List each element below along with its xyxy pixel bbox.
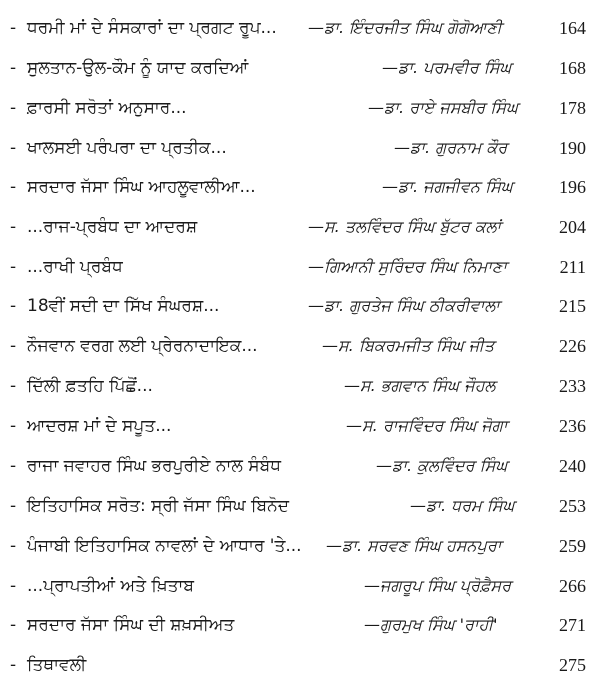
entry-author: —ਸ. ਰਾਜਵਿੰਦਰ ਸਿੰਘ ਜੋਗਾ: [346, 416, 508, 435]
entry-author: —ਸ. ਤਲਵਿੰਦਰ ਸਿੰਘ ਬੁੱਟਰ ਕਲਾਂ: [308, 217, 501, 236]
entry-title: ਧਰਮੀ ਮਾਂ ਦੇ ਸੰਸਕਾਰਾਂ ਦਾ ਪ੍ਰਗਟ ਰੂਪ...: [27, 18, 277, 38]
entry-dash: -: [10, 257, 17, 277]
entry-title: ...ਰਾਜ-ਪ੍ਰਬੰਧ ਦਾ ਆਦਰਸ਼: [27, 217, 198, 237]
entry-title: ਨੌਜਵਾਨ ਵਰਗ ਲਈ ਪ੍ਰੇਰਨਾਦਾਇਕ...: [27, 336, 258, 356]
entry-dash: -: [10, 456, 17, 476]
entry-author: —ਡਾ. ਜਗਜੀਵਨ ਸਿੰਘ: [382, 177, 513, 196]
entry-title: 18ਵੀਂ ਸਦੀ ਦਾ ਸਿੱਖ ਸੰਘਰਸ਼...: [27, 296, 220, 316]
entry-author: —ਡਾ. ਇੰਦਰਜੀਤ ਸਿੰਘ ਗੋਗੋਆਣੀ: [308, 18, 502, 37]
entry-page-number: 259: [559, 536, 586, 556]
entry-title: ਫ਼ਾਰਸੀ ਸਰੋਤਾਂ ਅਨੁਸਾਰ...: [27, 98, 187, 118]
entry-page-number: 271: [559, 615, 586, 635]
toc-entry: [0, 649, 600, 683]
entry-dash: -: [10, 138, 17, 158]
entry-author: —ਡਾ. ਸਰਵਣ ਸਿੰਘ ਹਸਨਪੁਰਾ: [326, 536, 502, 555]
entry-dash: -: [10, 655, 17, 675]
entry-title: ਦਿੱਲੀ ਫ਼ਤਹਿ ਪਿੱਛੋਂ...: [27, 376, 153, 396]
toc-entry: [0, 171, 600, 205]
entry-dash: -: [10, 98, 17, 118]
toc-entry: [0, 12, 600, 46]
entry-title: ਸਰਦਾਰ ਜੱਸਾ ਸਿੰਘ ਆਹਲੂਵਾਲੀਆ...: [27, 177, 256, 197]
entry-dash: -: [10, 18, 17, 38]
toc-entry: [0, 530, 600, 564]
entry-title: ਇਤਿਹਾਸਿਕ ਸਰੋਤ: ਸ੍ਰੀ ਜੱਸਾ ਸਿੰਘ ਬਿਨੋਦ: [27, 496, 289, 516]
entry-dash: -: [10, 536, 17, 556]
entry-page-number: 215: [559, 296, 586, 316]
entry-author: —ਗੁਰਮੁਖ ਸਿੰਘ 'ਰਾਹੀ': [364, 615, 498, 634]
entry-page-number: 204: [559, 217, 586, 237]
entry-dash: -: [10, 177, 17, 197]
toc-entry: [0, 52, 600, 86]
entry-author: —ਗਿਆਨੀ ਸੁਰਿੰਦਰ ਸਿੰਘ ਨਿਮਾਣਾ: [308, 257, 507, 276]
entry-page-number: 178: [559, 98, 586, 118]
toc-entry: [0, 251, 600, 285]
toc-entry: [0, 132, 600, 166]
entry-page-number: 236: [559, 416, 586, 436]
entry-author: —ਡਾ. ਧਰਮ ਸਿੰਘ: [410, 496, 515, 515]
entry-page-number: 253: [559, 496, 586, 516]
entry-page-number: 211: [559, 257, 586, 277]
entry-title: ਸਰਦਾਰ ਜੱਸਾ ਸਿੰਘ ਦੀ ਸ਼ਖ਼ਸੀਅਤ: [27, 615, 235, 635]
entry-page-number: 275: [559, 655, 586, 675]
entry-author: —ਡਾ. ਗੁਰਨਾਮ ਕੌਰ: [394, 138, 508, 157]
entry-dash: -: [10, 336, 17, 356]
entry-title: ਤਿਥਾਵਲੀ: [27, 655, 87, 675]
toc-entry: [0, 570, 600, 604]
entry-dash: -: [10, 416, 17, 436]
toc-entry: [0, 211, 600, 245]
entry-page-number: 233: [559, 376, 586, 396]
entry-title: ...ਪ੍ਰਾਪਤੀਆਂ ਅਤੇ ਖ਼ਿਤਾਬ: [27, 576, 195, 596]
entry-author: —ਡਾ. ਕੁਲਵਿੰਦਰ ਸਿੰਘ: [376, 456, 508, 475]
entry-page-number: 240: [559, 456, 586, 476]
toc-entry: [0, 370, 600, 404]
entry-dash: -: [10, 576, 17, 596]
toc-entry: [0, 92, 600, 126]
entry-dash: -: [10, 296, 17, 316]
entry-page-number: 190: [559, 138, 586, 158]
entry-dash: -: [10, 58, 17, 78]
entry-page-number: 196: [559, 177, 586, 197]
toc-entry: [0, 290, 600, 324]
entry-author: —ਸ. ਭਗਵਾਨ ਸਿੰਘ ਜੌਹਲ: [344, 376, 496, 395]
entry-title: ਆਦਰਸ਼ ਮਾਂ ਦੇ ਸਪੂਤ...: [27, 416, 172, 436]
entry-dash: -: [10, 615, 17, 635]
entry-page-number: 226: [559, 336, 586, 356]
entry-dash: -: [10, 376, 17, 396]
entry-author: —ਡਾ. ਰਾਏ ਜਸਬੀਰ ਸਿੰਘ: [368, 98, 518, 117]
toc-entry: [0, 490, 600, 524]
entry-page-number: 168: [559, 58, 586, 78]
entry-title: ...ਰਾਖੀ ਪ੍ਰਬੰਧ: [27, 257, 123, 277]
entry-title: ਖਾਲਸਈ ਪਰੰਪਰਾ ਦਾ ਪ੍ਰਤੀਕ...: [27, 138, 227, 158]
entry-author: —ਡਾ. ਪਰਮਵੀਰ ਸਿੰਘ: [382, 58, 512, 77]
toc-entry: [0, 410, 600, 444]
entry-title: ਪੰਜਾਬੀ ਇਤਿਹਾਸਿਕ ਨਾਵਲਾਂ ਦੇ ਆਧਾਰ 'ਤੇ...: [27, 536, 302, 556]
entry-title: ਰਾਜਾ ਜਵਾਹਰ ਸਿੰਘ ਭਰਪੁਰੀਏ ਨਾਲ ਸੰਬੰਧ: [27, 456, 281, 476]
entry-dash: -: [10, 496, 17, 516]
toc-entry: [0, 330, 600, 364]
entry-author: —ਜਗਰੂਪ ਸਿੰਘ ਪ੍ਰੋਫ਼ੈਸਰ: [364, 576, 512, 595]
entry-page-number: 164: [559, 18, 586, 38]
toc-entry: [0, 450, 600, 484]
entry-title: ਸੁਲਤਾਨ-ਉਲ-ਕੌਮ ਨੂੰ ਯਾਦ ਕਰਦਿਆਂ: [27, 58, 249, 78]
entry-author: —ਸ. ਬਿਕਰਮਜੀਤ ਸਿੰਘ ਜੀਤ: [322, 336, 495, 355]
entry-page-number: 266: [559, 576, 586, 596]
entry-dash: -: [10, 217, 17, 237]
toc-entry: [0, 609, 600, 643]
entry-author: —ਡਾ. ਗੁਰਤੇਜ ਸਿੰਘ ਠੀਕਰੀਵਾਲਾ: [308, 296, 500, 315]
